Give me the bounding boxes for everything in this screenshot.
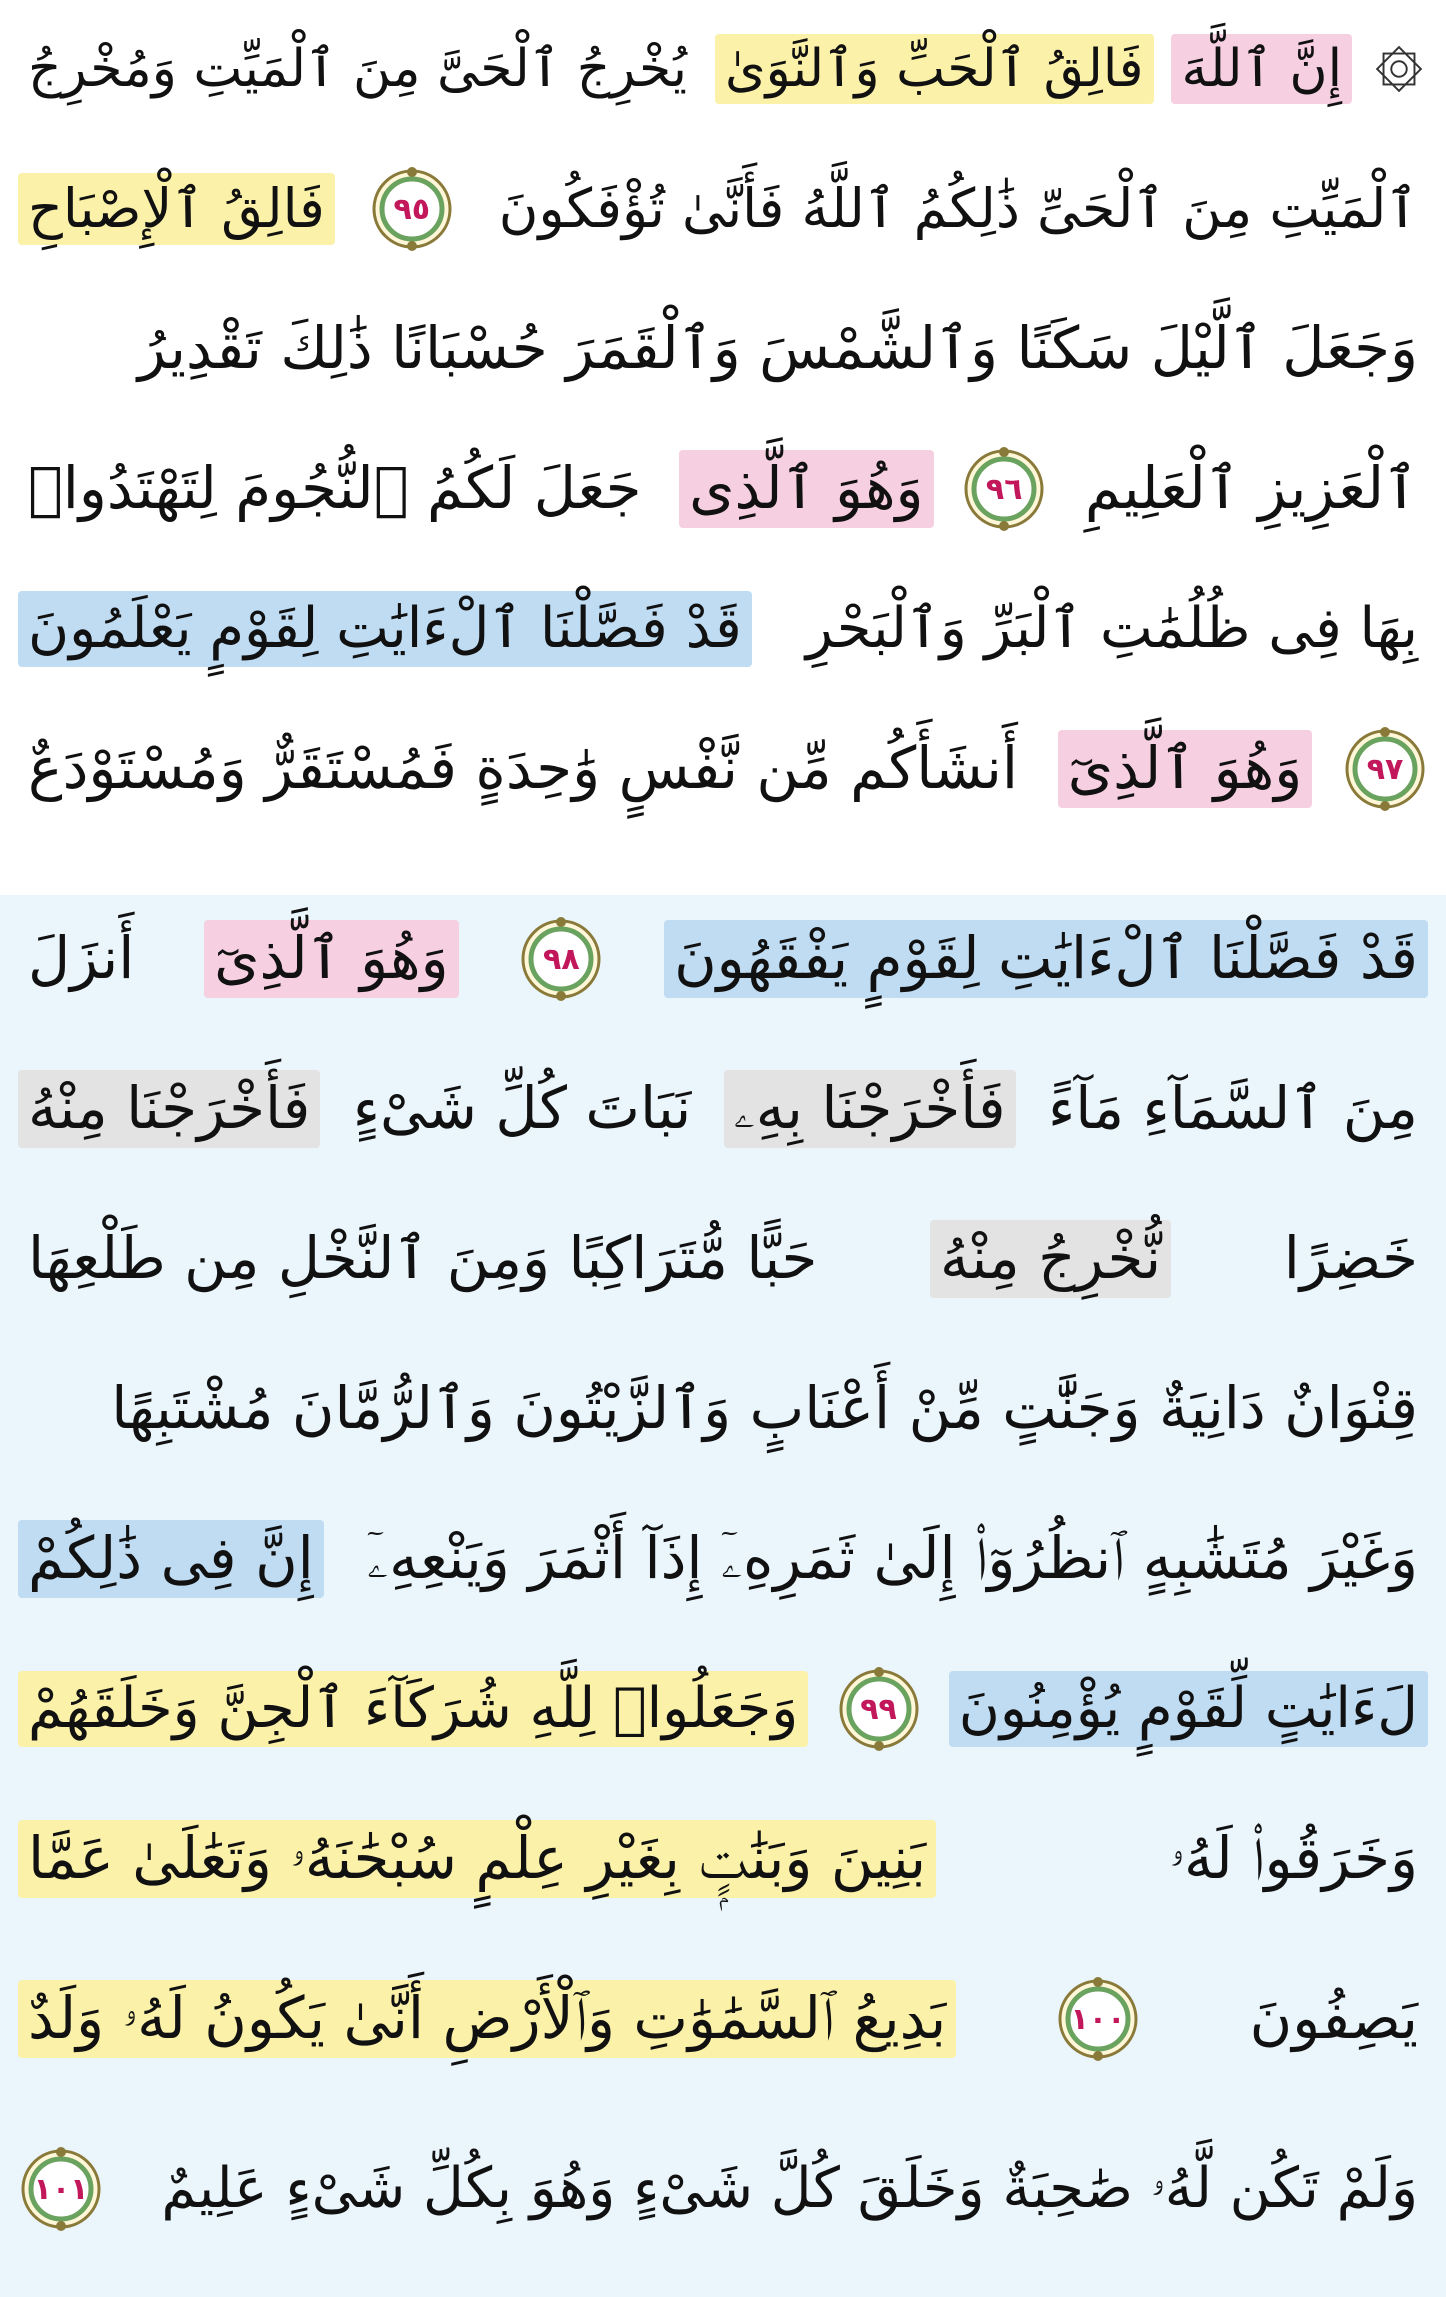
verse-line-1: [18, 10, 1428, 128]
verse-line-3: [18, 290, 1428, 408]
verse-segment: نُّخْرِجُ مِنْهُ: [930, 1220, 1171, 1298]
verse-segment: بَدِيعُ ٱلسَّمَٰوَٰتِ وَٱلْأَرْضِ أَنَّىٰ يَكُونُ لَهُۥ وَلَدٌ: [18, 1980, 956, 2058]
verse-segment: جَعَلَ لَكُمُ ٱلنُّجُومَ لِتَهْتَدُوا۟: [28, 454, 642, 523]
verse-segment: أَنشَأَكُم مِّن نَّفْسٍ وَٰحِدَةٍ فَمُسْتَقَرٌّ وَمُسْتَوْدَعٌ: [28, 734, 1018, 803]
ayah-marker: [961, 446, 1047, 532]
verse-segment: يَصِفُونَ: [1249, 1984, 1418, 2053]
verse-line-8: [18, 1050, 1428, 1168]
verse-line-14: [18, 1960, 1428, 2078]
ayah-number: ٩٨: [543, 941, 580, 977]
verse-segment: أَنزَلَ: [28, 924, 135, 993]
verse-segment: لَءَايَٰتٍ لِّقَوْمٍ يُؤْمِنُونَ: [949, 1671, 1428, 1746]
ayah-number: ١٠١: [33, 2171, 89, 2207]
ayah-number: ٩٩: [860, 1691, 897, 1727]
verse-segment: بِهَا فِى ظُلُمَٰتِ ٱلْبَرِّ وَٱلْبَحْرِ: [805, 596, 1418, 662]
verse-segment: نَبَاتَ كُلِّ شَىْءٍ: [352, 1074, 692, 1143]
rub-el-hizb-icon: [1370, 40, 1428, 98]
verse-line-4: [18, 430, 1428, 548]
verse-line-12: [18, 1650, 1428, 1768]
verse-line-15: [18, 2130, 1428, 2248]
ayah-number: ٩٦: [985, 471, 1023, 507]
verse-segment: خَضِرًا: [1283, 1224, 1418, 1293]
verse-line-10: [18, 1350, 1428, 1468]
verse-line-9: [18, 1200, 1428, 1318]
verse-segment: ٱلْمَيِّتِ مِنَ ٱلْحَىِّ ذَٰلِكُمُ ٱللَّهُ فَأَنَّىٰ تُؤْفَكُونَ: [498, 176, 1418, 240]
verse-segment: وَهُوَ ٱلَّذِىٓ: [204, 920, 459, 998]
ayah-marker: [518, 916, 604, 1002]
ayah-marker: [369, 166, 455, 252]
verse-segment: وَهُوَ ٱلَّذِىٓ: [1058, 730, 1313, 808]
ayah-marker: [18, 2146, 104, 2232]
verse-segment: قَدْ فَصَّلْنَا ٱلْءَايَٰتِ لِقَوْمٍ يَفْقَهُونَ: [664, 920, 1428, 998]
verse-segment: فَأَخْرَجْنَا مِنْهُ: [18, 1070, 320, 1148]
verse-segment: قِنْوَانٌ دَانِيَةٌ وَجَنَّٰتٍ مِّنْ أَعْنَابٍ وَٱلزَّيْتُونَ وَٱلرُّمَّانَ مُشْتَبِهًا: [111, 1374, 1418, 1443]
verse-segment: ٱلْعَزِيزِ ٱلْعَلِيمِ: [1084, 454, 1418, 523]
verse-segment: وَجَعَلُوا۟ لِلَّهِ شُرَكَآءَ ٱلْجِنَّ وَخَلَقَهُمْ: [18, 1671, 808, 1746]
verse-segment: قَدْ فَصَّلْنَا ٱلْءَايَٰتِ لِقَوْمٍ يَعْلَمُونَ: [18, 591, 752, 666]
verse-line-11: [18, 1500, 1428, 1618]
ayah-marker: [1055, 1976, 1141, 2062]
verse-segment: وَجَعَلَ ٱلَّيْلَ سَكَنًا وَٱلشَّمْسَ وَٱلْقَمَرَ حُسْبَانًا ذَٰلِكَ تَقْدِيرُ: [137, 314, 1418, 383]
verse-segment: فَالِقُ ٱلْإِصْبَاحِ: [18, 173, 335, 246]
verse-segment: وَخَرَقُوا۟ لَهُۥ: [1169, 1824, 1418, 1893]
verse-line-13: [18, 1800, 1428, 1918]
verse-segment: حَبًّا مُّتَرَاكِبًا وَمِنَ ٱلنَّخْلِ مِن طَلْعِهَا: [28, 1224, 818, 1293]
verse-segment: إِنَّ ٱللَّهَ: [1171, 34, 1352, 104]
verse-segment: وَلَمْ تَكُن لَّهُۥ صَٰحِبَةٌ وَخَلَقَ كُلَّ شَىْءٍ وَهُوَ بِكُلِّ شَىْءٍ عَلِيمٌ: [161, 2156, 1418, 2222]
verse-segment: فَالِقُ ٱلْحَبِّ وَٱلنَّوَىٰ: [715, 34, 1154, 104]
verse-line-6: [18, 710, 1428, 828]
verse-line-7: [18, 900, 1428, 1018]
ayah-number: ٩٧: [1366, 751, 1404, 787]
verse-segment: بَنِينَ وَبَنَٰتٍۭ بِغَيْرِ عِلْمٍ سُبْحَٰنَهُۥ وَتَعَٰلَىٰ عَمَّا: [18, 1820, 936, 1898]
verse-line-2: [18, 150, 1428, 268]
ayah-marker: [836, 1666, 922, 1752]
ayah-number: ١٠٠: [1070, 2001, 1126, 2037]
verse-line-5: [18, 570, 1428, 688]
verse-segment: إِنَّ فِى ذَٰلِكُمْ: [18, 1520, 324, 1598]
verse-segment: فَأَخْرَجْنَا بِهِۦ: [724, 1070, 1016, 1148]
ayah-marker: [1342, 726, 1428, 812]
ayah-number: ٩٥: [393, 191, 431, 227]
verse-segment: وَهُوَ ٱلَّذِى: [679, 450, 934, 528]
verse-segment: يُخْرِجُ ٱلْحَىَّ مِنَ ٱلْمَيِّتِ وَمُخْرِجُ: [28, 38, 688, 99]
verse-segment: مِنَ ٱلسَّمَآءِ مَآءً: [1048, 1074, 1418, 1143]
verse-segment: وَغَيْرَ مُتَشَٰبِهٍ ٱنظُرُوٓا۟ إِلَىٰ ثَمَرِهِۦٓ إِذَآ أَثْمَرَ وَيَنْعِهِۦٓ: [367, 1524, 1418, 1593]
